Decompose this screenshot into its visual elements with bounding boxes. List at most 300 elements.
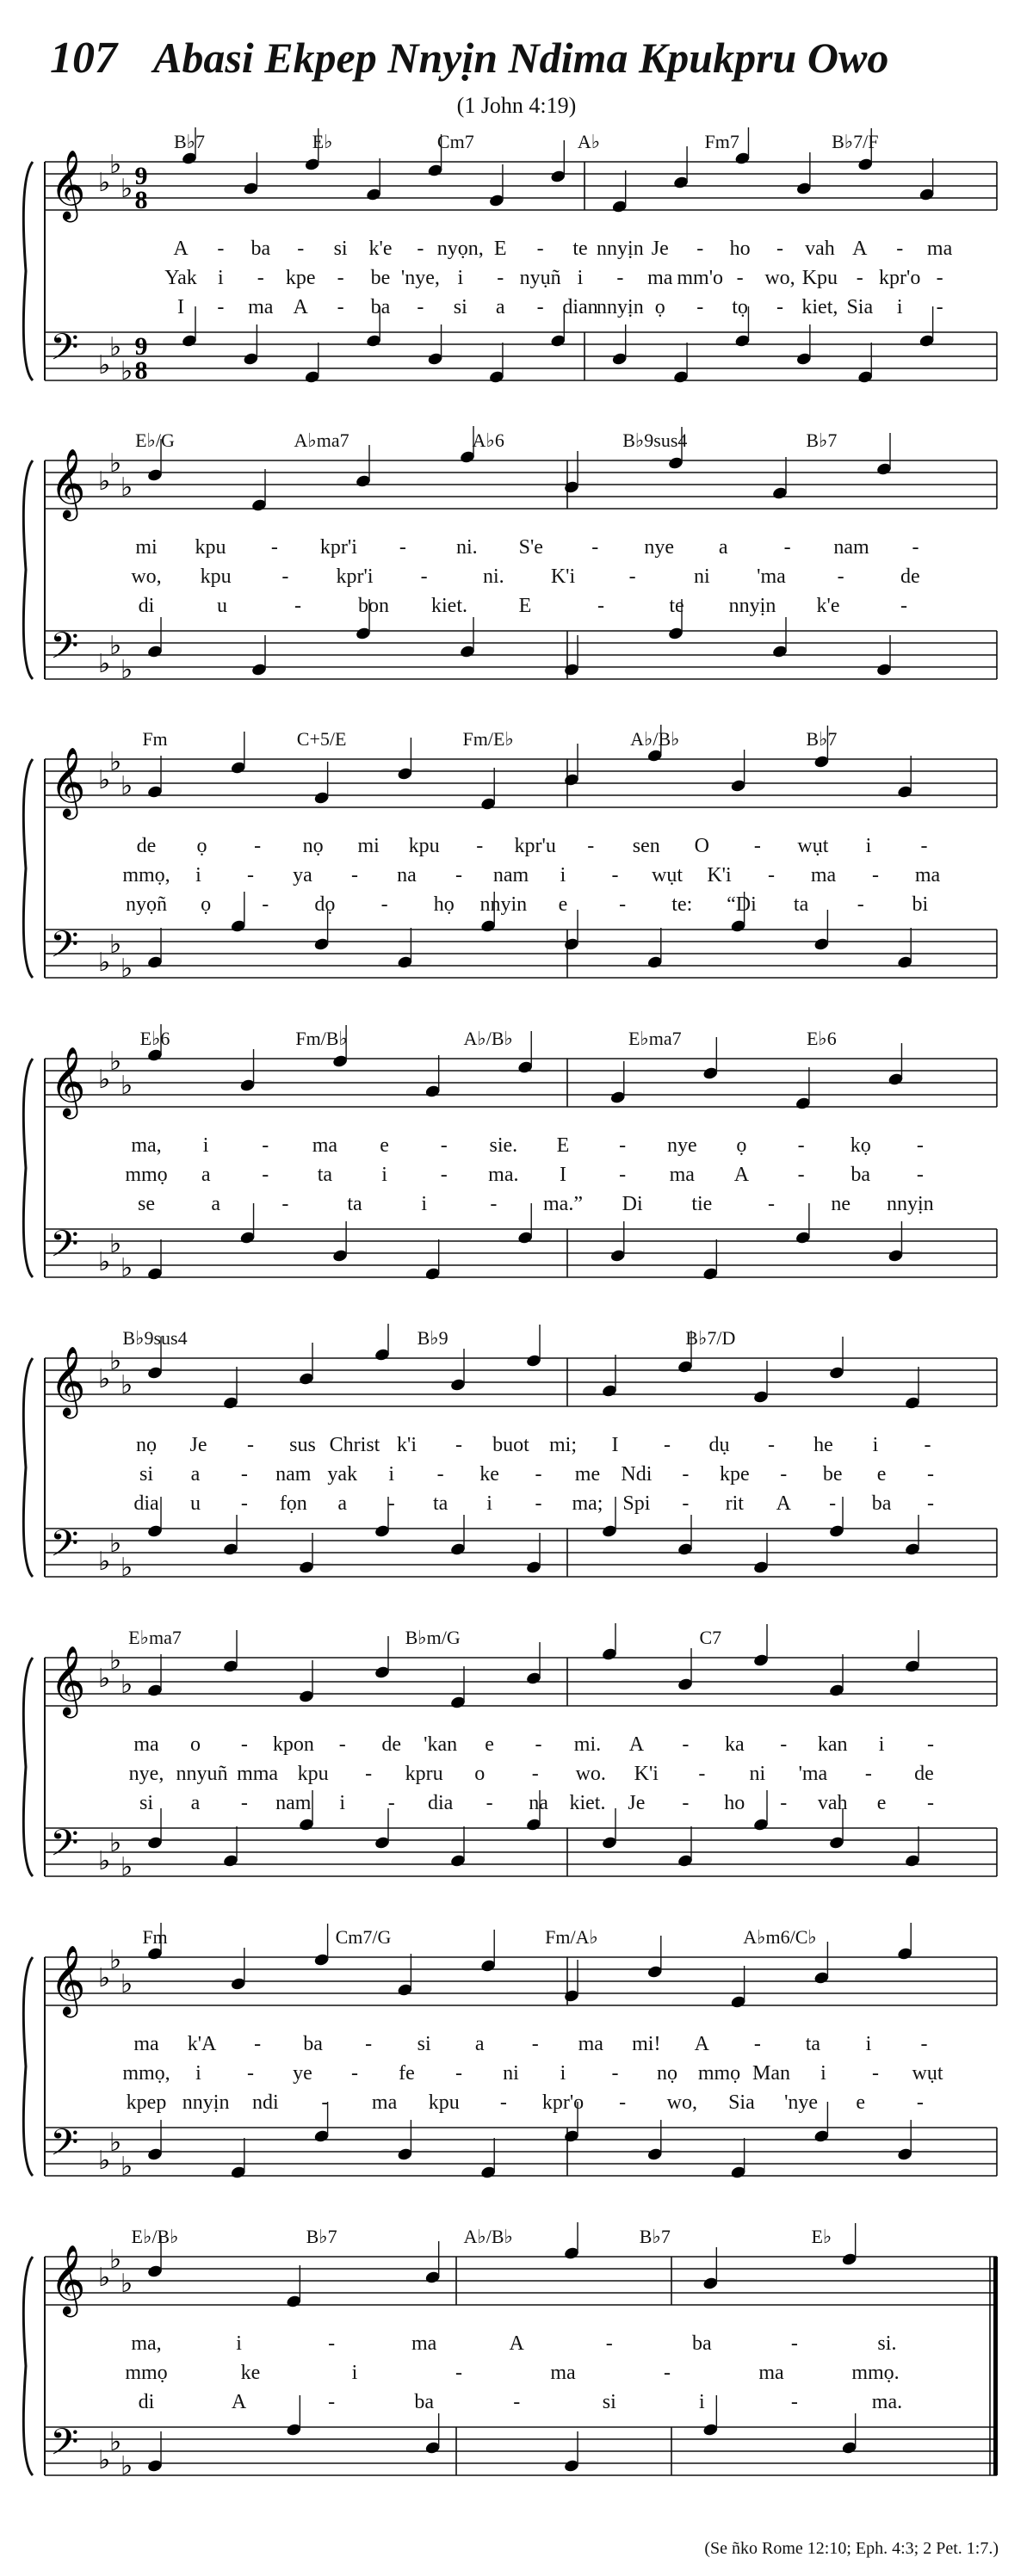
lyric-syllable: kpe [285, 267, 316, 289]
lyric-syllable: - [916, 1164, 924, 1186]
lyric-syllable: mi [135, 536, 158, 559]
lyric-syllable: i [195, 2062, 201, 2085]
lyric-syllable: ne [831, 1193, 851, 1215]
lyric-syllable: - [240, 1492, 248, 1515]
chord-symbol: E♭6 [806, 1028, 837, 1049]
bass-clef-icon: 𝄢 [50, 1223, 79, 1275]
flat-icon: ♭ [109, 631, 122, 661]
lyric-syllable: i [878, 1733, 885, 1756]
system-brace [23, 2257, 33, 2475]
lyric-syllable: - [499, 2091, 507, 2114]
lyric-syllable: e [856, 2091, 866, 2114]
lyric-syllable: - [864, 1763, 872, 1785]
flat-icon: ♭ [98, 2263, 111, 2293]
lyric-syllable: - [611, 2062, 619, 2085]
lyric-syllable: - [696, 238, 704, 260]
system-brace [23, 1658, 33, 1876]
lyric-syllable: bon [358, 595, 389, 617]
bass-clef-icon: 𝄢 [50, 924, 79, 975]
lyric-syllable: - [420, 565, 428, 588]
flat-icon: ♭ [121, 771, 133, 801]
lyric-syllable: ma [669, 1164, 695, 1186]
lyric-syllable: - [217, 296, 225, 318]
lyric-syllable: - [924, 1434, 931, 1456]
chord-symbol: B♭m/G [405, 1627, 461, 1648]
chord-symbol: Fm/B♭ [295, 1028, 348, 1049]
lyric-syllable: i [872, 1434, 879, 1456]
lyric-syllable: S'e [518, 536, 543, 559]
lyric-syllable: - [281, 565, 289, 588]
lyric-syllable: - [536, 296, 544, 318]
lyric-syllable: - [597, 595, 604, 617]
lyric-syllable: ma [647, 267, 673, 289]
lyric-syllable: i [577, 267, 584, 289]
lyric-syllable: ma; [572, 1492, 603, 1515]
lyric-syllable: ọ [736, 1134, 747, 1157]
lyric-syllable: e [876, 1792, 887, 1814]
flat-icon: ♭ [109, 1047, 122, 1077]
lyric-syllable: i [865, 835, 872, 857]
lyric-syllable: te [572, 238, 588, 260]
lyric-syllable: mma [237, 1763, 279, 1785]
flat-icon: ♭ [121, 1370, 133, 1400]
flat-icon: ♭ [98, 948, 111, 978]
lyric-syllable: kọ [850, 1134, 871, 1157]
lyric-syllable: mi! [632, 2033, 661, 2055]
lyric-syllable: - [281, 1193, 289, 1215]
lyric-syllable: - [916, 2091, 924, 2114]
chord-symbol: B♭7 [639, 2226, 671, 2247]
lyric-syllable: a [337, 1492, 348, 1515]
lyric-syllable: ta [347, 1193, 362, 1215]
lyric-syllable: - [619, 1164, 627, 1186]
lyric-syllable: - [753, 2033, 761, 2055]
lyric-syllable: dia [427, 1792, 454, 1814]
lyric-syllable: sen [632, 835, 660, 857]
lyric-syllable: ma.” [543, 1193, 583, 1215]
lyric-syllable: di [138, 595, 155, 617]
lyric-syllable: 'nye, [400, 267, 440, 289]
lyric-syllable: ma, [131, 2332, 162, 2355]
chord-symbol: C+5/E [296, 728, 347, 750]
lyric-syllable: ma [926, 238, 953, 260]
flat-icon: ♭ [98, 1364, 111, 1394]
lyric-syllable: - [351, 2062, 358, 2085]
lyric-syllable: - [664, 2362, 671, 2384]
treble-clef-icon: 𝄞 [50, 149, 86, 219]
lyric-syllable: - [790, 2391, 798, 2413]
treble-clef-icon: 𝄞 [50, 1944, 86, 2015]
lyric-syllable: - [936, 267, 943, 289]
lyric-syllable: I [611, 1434, 619, 1456]
lyric-syllable: - [262, 1164, 269, 1186]
treble-clef-icon: 𝄞 [50, 746, 86, 817]
lyric-syllable: A [852, 238, 868, 260]
lyric-syllable: k'A [187, 2033, 217, 2055]
lyric-syllable: i [457, 267, 464, 289]
lyric-syllable: sus [289, 1434, 316, 1456]
lyric-syllable: a [201, 1164, 211, 1186]
music-system [0, 1324, 1033, 1616]
flat-icon: ♭ [98, 1247, 111, 1277]
flat-icon: ♭ [109, 1346, 122, 1376]
lyric-syllable: ta [317, 1164, 333, 1186]
bass-clef-icon: 𝄢 [50, 625, 79, 676]
lyric-syllable: i [388, 1463, 395, 1486]
system-brace [23, 460, 33, 679]
lyric-syllable: - [857, 893, 864, 916]
lyric-syllable: kpr'u [514, 835, 556, 857]
lyric-syllable: nye, [128, 1763, 164, 1785]
lyric-syllable: - [916, 1134, 924, 1157]
scripture-reference: (1 John 4:19) [456, 93, 577, 118]
flat-icon: ♭ [98, 765, 111, 795]
lyric-syllable: - [338, 1733, 346, 1756]
lyric-syllable: o [474, 1763, 486, 1785]
lyric-syllable: - [664, 1434, 671, 1456]
lyric-syllable: ba [851, 1164, 871, 1186]
lyric-syllable: - [417, 238, 424, 260]
lyric-syllable: 'kan [424, 1733, 458, 1756]
lyric-syllable: ma. [488, 1164, 519, 1186]
music-system [0, 725, 1033, 1017]
flat-icon: ♭ [121, 1670, 133, 1700]
bass-clef-icon: 𝄢 [50, 1523, 79, 1574]
lyric-syllable: - [611, 864, 619, 886]
lyric-syllable: - [486, 1792, 493, 1814]
lyric-syllable: nnyịn [728, 595, 776, 617]
lyric-syllable: he [813, 1434, 833, 1456]
lyric-syllable: - [328, 2332, 336, 2355]
lyric-syllable: - [531, 2033, 539, 2055]
lyric-syllable: Sia [728, 2091, 755, 2114]
chord-symbol: Fm [142, 1926, 168, 1948]
lyric-syllable: - [829, 1492, 837, 1515]
chord-symbol: A♭ [577, 131, 601, 152]
lyric-syllable: me [574, 1463, 601, 1486]
staff-svg [0, 127, 1033, 420]
lyric-syllable: E [493, 238, 507, 260]
treble-clef-icon: 𝄞 [50, 2244, 86, 2314]
lyric-syllable: - [513, 2391, 521, 2413]
chord-symbol: E♭ [312, 131, 333, 152]
lyric-syllable: Spi [622, 1492, 651, 1515]
chord-symbol: E♭ma7 [128, 1627, 182, 1648]
lyric-syllable: - [780, 1463, 788, 1486]
lyric-syllable: ma [248, 296, 274, 318]
system-brace [23, 1059, 33, 1277]
lyric-syllable: - [490, 1193, 498, 1215]
chord-symbol: A♭ma7 [294, 429, 349, 451]
lyric-syllable: ndi [251, 2091, 279, 2114]
lyric-syllable: - [605, 2332, 613, 2355]
lyric-syllable: fe [399, 2062, 415, 2085]
flat-icon: ♭ [109, 2128, 122, 2158]
lyric-syllable: ni. [482, 565, 504, 588]
lyric-syllable: kpu [428, 2091, 460, 2114]
lyric-syllable: ba [871, 1492, 892, 1515]
flat-icon: ♭ [109, 1828, 122, 1858]
lyric-syllable: si [139, 1792, 154, 1814]
flat-icon: ♭ [109, 1646, 122, 1676]
lyric-syllable: a [474, 2033, 485, 2055]
lyric-syllable: i [218, 267, 224, 289]
lyric-syllable: - [872, 2062, 879, 2085]
lyric-syllable: họ [433, 893, 455, 916]
system-brace [23, 162, 33, 380]
lyric-syllable: ke [479, 1463, 499, 1486]
lyric-syllable: Ndi [621, 1463, 653, 1486]
lyric-syllable: o [189, 1733, 201, 1756]
lyric-syllable: - [240, 1463, 248, 1486]
lyric-syllable: si [602, 2391, 616, 2413]
lyric-syllable: wo, [131, 565, 162, 588]
lyric-syllable: ba [692, 2332, 712, 2355]
music-system [0, 1623, 1033, 1916]
lyric-syllable: nam [492, 864, 529, 886]
lyric-syllable: K'i [634, 1763, 659, 1785]
lyric-syllable: si [453, 296, 467, 318]
bass-clef-icon: 𝄢 [50, 326, 79, 378]
lyric-syllable: i [698, 2391, 705, 2413]
lyric-syllable: te: [671, 893, 693, 916]
lyric-syllable: - [440, 1164, 448, 1186]
chord-symbol: A♭/B♭ [463, 1028, 513, 1049]
lyric-syllable: - [927, 1492, 935, 1515]
lyric-syllable: - [619, 893, 627, 916]
lyric-syllable: a [495, 296, 505, 318]
lyric-syllable: - [262, 893, 269, 916]
lyric-syllable: mm'o [677, 267, 724, 289]
lyric-syllable: wụt [652, 864, 683, 886]
flat-icon: ♭ [98, 350, 111, 380]
lyric-syllable: - [387, 1492, 395, 1515]
lyric-syllable: ma [810, 864, 837, 886]
lyric-syllable: ma [578, 2033, 603, 2055]
lyric-syllable: - [628, 565, 636, 588]
lyric-syllable: Man [752, 2062, 790, 2085]
lyric-syllable: - [254, 2033, 262, 2055]
chord-symbol: C7 [699, 1627, 722, 1648]
lyric-syllable: - [896, 238, 904, 260]
lyric-syllable: ni [503, 2062, 519, 2085]
lyric-syllable: dian [562, 296, 598, 318]
lyric-syllable: A [733, 1164, 750, 1186]
lyric-syllable: K'i [707, 864, 732, 886]
lyric-syllable: 'ma [757, 565, 786, 588]
flat-icon: ♭ [121, 174, 133, 204]
lyric-syllable: - [768, 1434, 775, 1456]
bass-clef-icon: 𝄢 [50, 1822, 79, 1874]
system-brace [23, 1957, 33, 2176]
chord-symbol: Cm7 [436, 131, 474, 152]
lyric-syllable: nye [644, 536, 675, 559]
lyric-syllable: ba [251, 238, 271, 260]
lyric-syllable: i [820, 2062, 826, 2085]
flat-icon: ♭ [121, 954, 133, 984]
music-system [0, 426, 1033, 719]
lyric-syllable: ba [303, 2033, 323, 2055]
lyric-syllable: - [240, 1792, 248, 1814]
lyric-syllable: - [440, 1134, 448, 1157]
lyric-syllable: Je [628, 1792, 646, 1814]
lyric-syllable: I [560, 1164, 566, 1186]
flat-icon: ♭ [98, 168, 111, 198]
lyric-syllable: - [797, 1134, 805, 1157]
lyric-syllable: ma, [131, 1134, 162, 1157]
lyric-syllable: - [535, 1463, 542, 1486]
time-signature-bottom: 8 [134, 356, 148, 385]
lyric-syllable: - [297, 238, 305, 260]
lyric-syllable: be [822, 1463, 843, 1486]
lyric-syllable: - [920, 835, 928, 857]
lyric-syllable: K'i [550, 565, 576, 588]
lyric-syllable: nnyịn [597, 238, 644, 260]
flat-icon: ♭ [98, 466, 111, 497]
lyric-syllable: - [294, 595, 301, 617]
lyric-syllable: mi. [573, 1733, 602, 1756]
lyric-syllable: - [417, 296, 424, 318]
lyric-syllable: si [333, 238, 348, 260]
lyric-syllable: nọ [302, 835, 324, 857]
lyric-syllable: ọ [654, 296, 665, 318]
lyric-syllable: E [518, 595, 532, 617]
lyric-syllable: nam [275, 1463, 312, 1486]
lyric-syllable: - [790, 2332, 798, 2355]
lyric-syllable: - [337, 267, 344, 289]
system-brace [23, 759, 33, 978]
lyric-syllable: - [328, 2391, 336, 2413]
lyric-syllable: - [616, 267, 624, 289]
chord-symbol: E♭ [811, 2226, 832, 2247]
lyric-syllable: i [896, 296, 903, 318]
flat-icon: ♭ [121, 2269, 133, 2299]
lyric-syllable: vah [805, 238, 835, 260]
lyric-syllable: nye [666, 1134, 697, 1157]
lyric-syllable: de [381, 1733, 402, 1756]
flat-icon: ♭ [98, 649, 111, 679]
lyric-syllable: ma [312, 1134, 338, 1157]
lyric-syllable: E [556, 1134, 570, 1157]
final-barline-thick [993, 2257, 998, 2475]
lyric-syllable: dia [133, 1492, 159, 1515]
lyric-syllable: k'e [816, 595, 840, 617]
lyric-syllable: ta [805, 2033, 821, 2055]
lyric-syllable: - [591, 536, 599, 559]
lyric-syllable: I [177, 296, 184, 318]
lyric-syllable: 'nye [784, 2091, 819, 2114]
lyric-syllable: - [682, 1792, 690, 1814]
lyric-syllable: Sia [846, 296, 874, 318]
lyric-syllable: kiet. [569, 1792, 606, 1814]
lyric-syllable: - [365, 2033, 373, 2055]
lyric-syllable: nnyịn [886, 1193, 934, 1215]
time-signature-bottom: 8 [134, 186, 148, 214]
lyric-syllable: kpr'o [879, 267, 921, 289]
lyric-syllable: ke [240, 2362, 261, 2384]
lyric-syllable: Je [651, 238, 669, 260]
lyric-syllable: nnyuñ [176, 1763, 228, 1785]
flat-icon: ♭ [121, 2451, 133, 2481]
lyric-syllable: - [455, 864, 462, 886]
lyric-syllable: wụt [912, 2062, 943, 2085]
lyric-syllable: - [240, 1733, 248, 1756]
lyric-syllable: - [619, 1134, 627, 1157]
chord-symbol: Fm/A♭ [545, 1926, 598, 1948]
lyric-syllable: - [900, 595, 907, 617]
lyric-syllable: ọ [196, 835, 207, 857]
lyric-syllable: ma. [871, 2391, 903, 2413]
lyric-syllable: - [536, 238, 544, 260]
flat-icon: ♭ [121, 655, 133, 685]
flat-icon: ♭ [98, 2146, 111, 2176]
lyric-syllable: ta [432, 1492, 448, 1515]
lyric-syllable: a [190, 1463, 201, 1486]
flat-icon: ♭ [109, 747, 122, 777]
flat-icon: ♭ [98, 1065, 111, 1095]
lyric-syllable: nnyin [479, 893, 528, 916]
chord-symbol: B♭7/F [832, 131, 879, 152]
flat-icon: ♭ [121, 2152, 133, 2182]
lyric-syllable: si. [877, 2332, 897, 2355]
lyric-syllable: - [797, 1164, 805, 1186]
lyric-syllable: Di [622, 1193, 643, 1215]
chord-symbol: Cm7/G [335, 1926, 392, 1948]
lyric-syllable: u [217, 595, 227, 617]
lyric-syllable: de [900, 565, 920, 588]
flat-icon: ♭ [121, 356, 133, 386]
lyric-syllable: u [189, 1492, 201, 1515]
time-signature-top: 9 [134, 332, 148, 361]
lyric-syllable: - [337, 296, 344, 318]
lyric-syllable: O [694, 835, 709, 857]
lyric-syllable: k'e [368, 238, 393, 260]
lyric-syllable: mmọ, [122, 2062, 170, 2085]
lyric-syllable: - [476, 835, 484, 857]
lyric-syllable: a [190, 1792, 201, 1814]
lyric-syllable: wo, [666, 2091, 697, 2114]
chord-symbol: Fm [142, 728, 168, 750]
chord-symbol: B♭9sus4 [122, 1327, 188, 1349]
lyric-syllable: - [436, 1463, 444, 1486]
flat-icon: ♭ [109, 2427, 122, 2457]
lyric-syllable: wụt [797, 835, 829, 857]
lyric-syllable: ya [293, 864, 312, 886]
lyric-syllable: - [783, 536, 791, 559]
lyric-syllable: se [138, 1193, 155, 1215]
lyric-syllable: nnyịn [597, 296, 644, 318]
lyric-syllable: kpu [408, 835, 440, 857]
lyric-syllable: kpu [200, 565, 232, 588]
chord-symbol: B♭9sus4 [622, 429, 688, 451]
lyric-syllable: kpu [195, 536, 226, 559]
chord-symbol: B♭7 [806, 728, 838, 750]
chord-symbol: A♭m6/C♭ [743, 1926, 817, 1948]
lyric-syllable: - [776, 296, 783, 318]
lyric-syllable: mmọ [125, 1164, 168, 1186]
lyric-syllable: - [247, 864, 254, 886]
lyric-syllable: nnyịn [182, 2091, 230, 2114]
lyric-syllable: 'ma [798, 1763, 828, 1785]
lyric-syllable: - [587, 835, 595, 857]
lyric-syllable: i [202, 1134, 209, 1157]
flat-icon: ♭ [109, 448, 122, 479]
lyric-syllable: A [509, 2332, 524, 2355]
lyric-syllable: A [776, 1492, 791, 1515]
chord-symbol: B♭7 [806, 429, 838, 451]
lyric-syllable: kpu [297, 1763, 329, 1785]
lyric-syllable: - [837, 565, 844, 588]
